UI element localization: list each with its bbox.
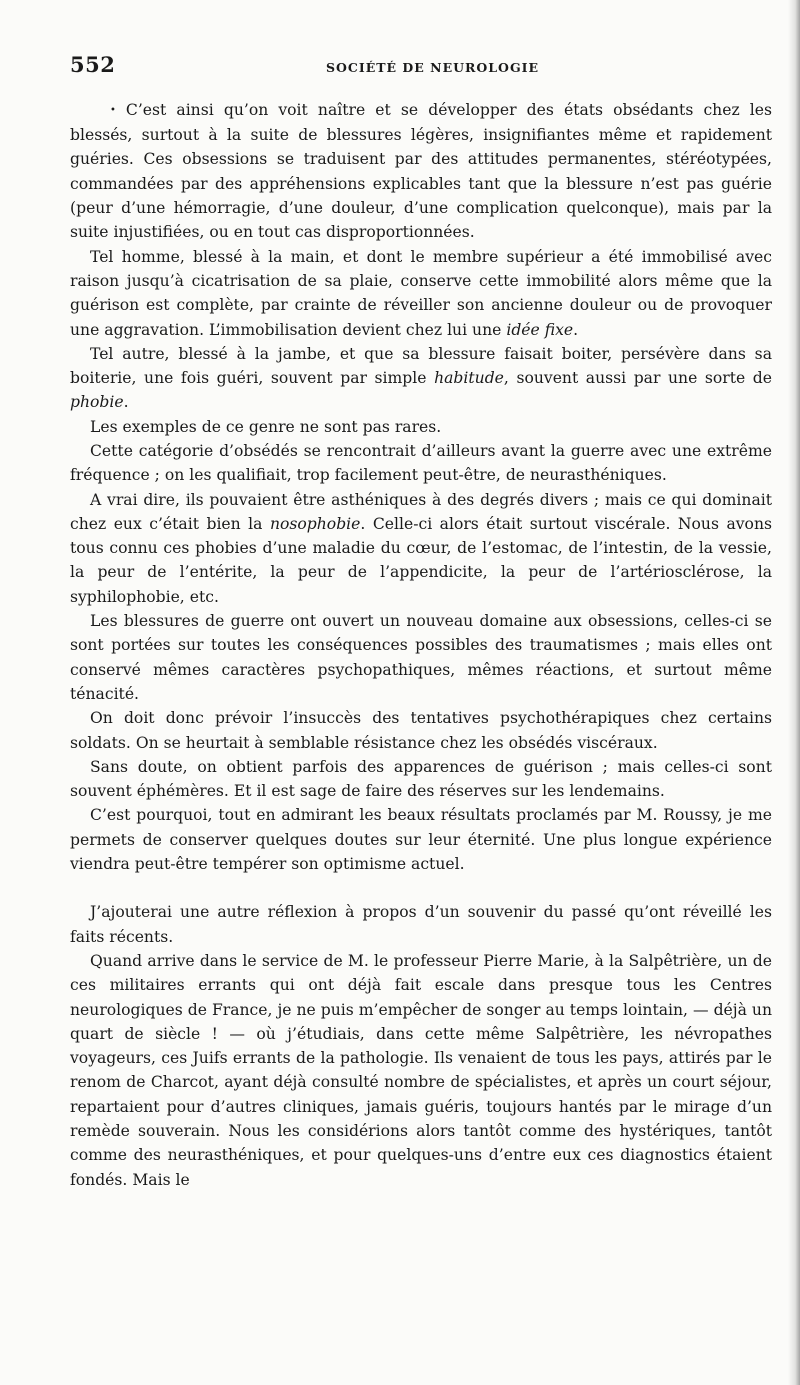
paragraph-p5 (70, 439, 772, 488)
paragraph-p8 (70, 706, 772, 755)
text-segment: Quand arrive dans le service de M. le professeur Pierre Marie, à la Salpêtrière, un de ces militaires errants qui ont déjà fait escale dans presque tous les Centres neurologiques de France, je ne puis m’empêcher de songer au temps lointain, — déjà un quart de siècle ! — où j’étudiais, dans cette même Salpêtrière, les névropathes voyageurs, ces Juifs errants de la pathologie. Ils venaient de tous les pays, attirés par le renom de Charcot, ayant déjà consulté nombre de spécialistes, et après un court séjour, repartaient pour d’autres cliniques, jamais guéris, toujours hantés par le mirage d’un remède souverain. Nous les considérions alors tantôt comme des hystériques, tantôt comme des neurasthéniques, et pour quelques-uns d’entre eux ces diagnostics étaient fondés. Mais le (70, 951, 772, 1189)
bullet-mark: • (110, 104, 116, 116)
page-number: 552 (70, 52, 116, 77)
text-segment: Les exemples de ce genre ne sont pas rares. (90, 417, 442, 436)
text-segment: A vrai dire, ils pouvaient être asthéniques à des degrés divers ; mais ce qui dominait chez eux c’était bien la (70, 490, 772, 533)
paragraph-p6 (70, 488, 772, 609)
paragraph-p11 (70, 900, 772, 949)
page-edge-shadow (788, 0, 800, 1385)
italic-term: idée fixe (506, 320, 574, 339)
italic-term: nosophobie (269, 514, 361, 533)
text-segment: C’est ainsi qu’on voit naître et se développer des états obsédants chez les blessés, surtout à la suite de blessures légères, insignifiantes même et rapidement guéries. Ces obsessions se traduisent par des attitudes permanentes, stéréotypées, commandées par des appréhensions explicables tant que la blessure n’est pas guérie (peur d’une hémorragie, d’une douleur, d’une complication quelconque), mais par la suite injustifiées, ou en tout cas disproportionnées. (70, 101, 772, 242)
paragraph-p7 (70, 609, 772, 706)
paragraph-p12 (70, 949, 772, 1192)
paragraph-p9 (70, 755, 772, 804)
paragraph-p10 (70, 803, 772, 876)
text-segment: . (573, 320, 579, 339)
italic-term: habitude (434, 369, 504, 388)
running-title: SOCIÉTÉ DE NEUROLOGIE (326, 60, 539, 75)
paragraph-p4 (70, 415, 772, 439)
body-text (70, 98, 772, 1192)
text-segment: Cette catégorie d’obsédés se rencontrait d’ailleurs avant la guerre avec une extrême fréquence ; on les qualifiait, trop facilement peut-être, de neurasthéniques. (70, 442, 772, 485)
page-header (70, 52, 770, 82)
text-segment: Tel autre, blessé à la jambe, et que sa blessure faisait boiter, persévère dans sa boiterie, une fois guéri, souvent par simple (70, 344, 772, 388)
paragraph-p1 (70, 98, 772, 245)
text-segment: J’ajouterai une autre réflexion à propos d’un souvenir du passé qu’ont réveillé les faits récents. (70, 903, 772, 946)
text-segment: , souvent aussi par une sorte de (503, 369, 773, 388)
text-segment: On doit donc prévoir l’insuccès des tentatives psychothérapiques chez certains soldats. On se heurtait à semblable résistance chez les obsédés viscéraux. (70, 709, 772, 752)
text-segment: C’est pourquoi, tout en admirant les beaux résultats proclamés par M. Roussy, je me permets de conserver quelques doutes sur leur éternité. Une plus longue expérience viendra peut-être tempérer son optimisme actuel. (70, 806, 772, 874)
italic-term: phobie (70, 393, 124, 412)
paragraph-p3 (70, 342, 772, 415)
text-segment: Tel homme, blessé à la main, et dont le membre supérieur a été immobilisé avec raison jusqu’à cicatrisation de sa plaie, conserve cette immobilité alors même que la guérison est complète, par crainte de réveiller son ancienne douleur ou de provoquer une aggravation. L’immobilisation devient chez lui une (70, 247, 772, 339)
text-segment: Sans doute, on obtient parfois des apparences de guérison ; mais celles-ci sont souvent éphémères. Et il est sage de faire des réserves sur les lendemains. (70, 757, 772, 801)
paragraph-p2 (70, 245, 772, 342)
text-segment: . (123, 393, 129, 412)
text-segment: Les blessures de guerre ont ouvert un nouveau domaine aux obsessions, celles-ci se sont portées sur toutes les conséquences possibles des traumatismes ; mais elles ont conservé mêmes caractères psychopathiques, mêmes réactions, et surtout même ténacité. (70, 612, 772, 703)
text-segment: . Celle-ci alors était surtout viscérale. Nous avons tous connu ces phobies d’une maladie du cœur, de l’estomac, de l’intestin, de la vessie, la peur de l’entérite, la peur de l’appendicite, la peur de l’artériosclérose, la syphilophobie, etc. (70, 514, 772, 606)
